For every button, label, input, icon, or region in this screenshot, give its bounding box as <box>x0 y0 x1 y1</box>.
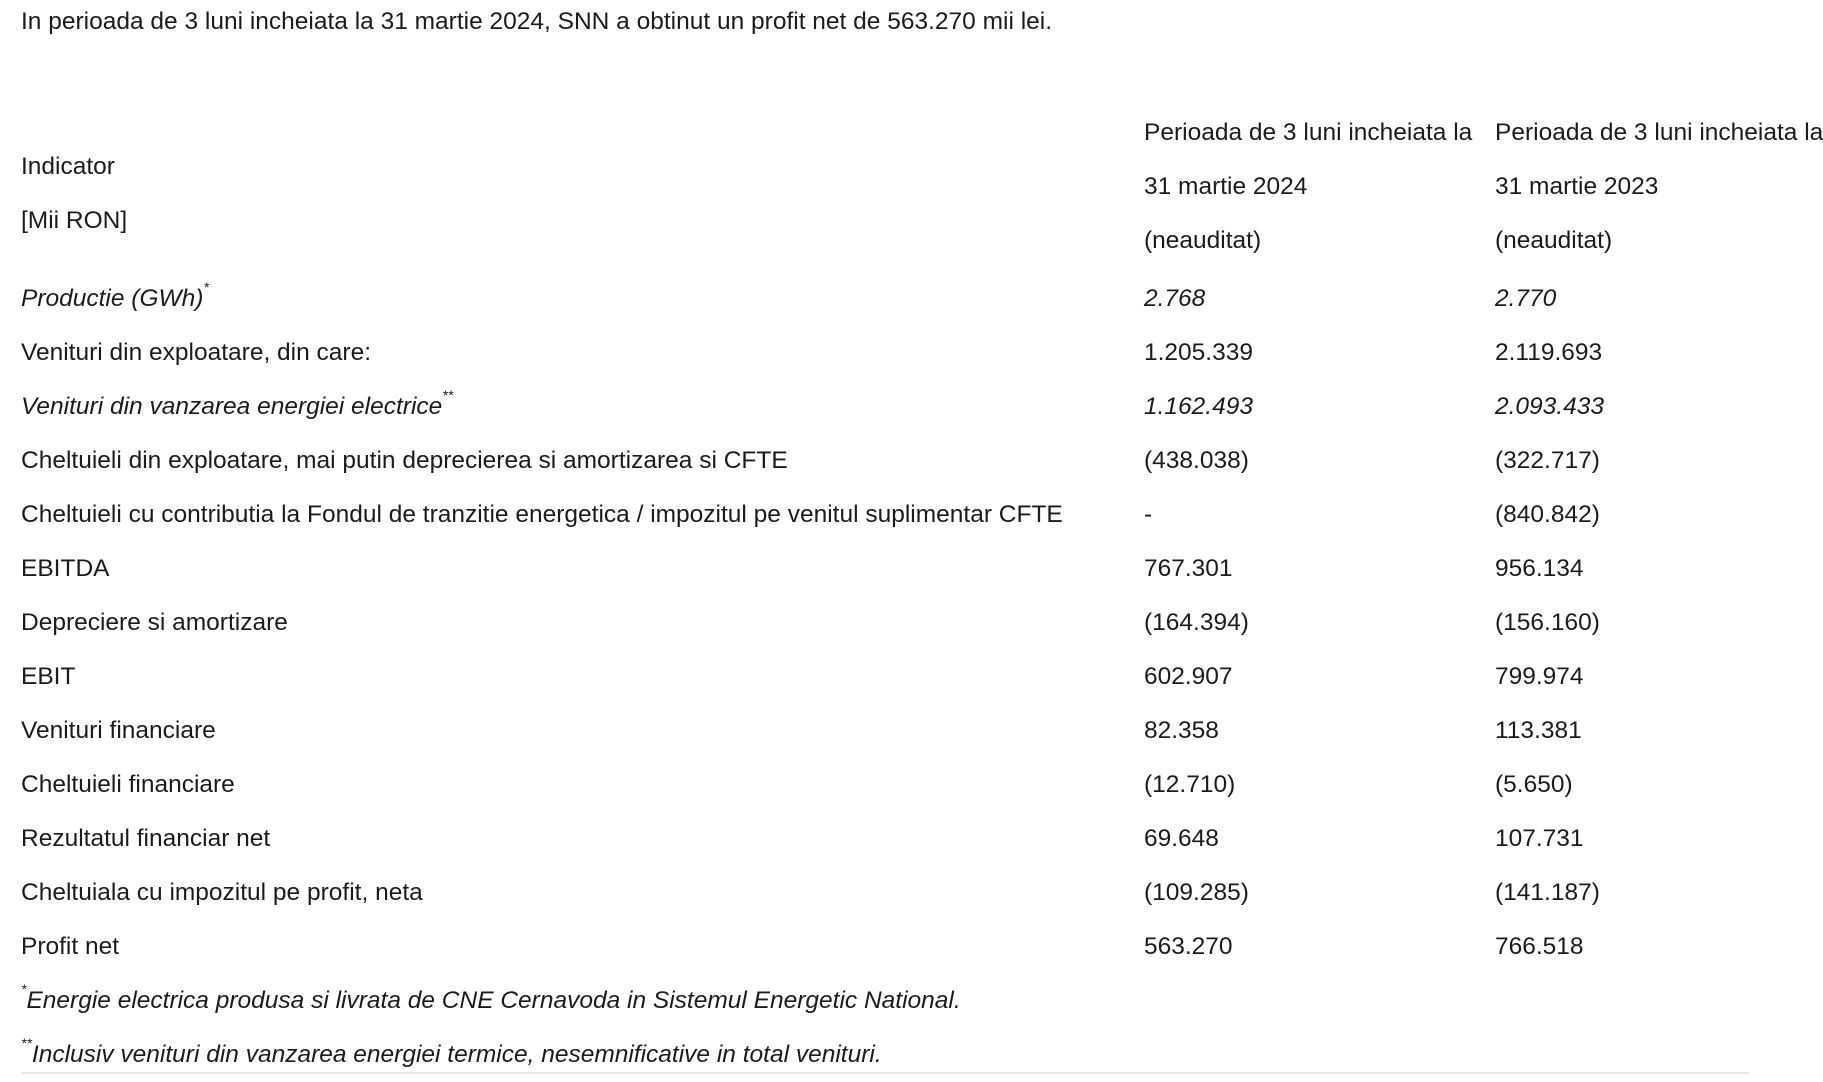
column-2023-date: 31 martie 2023 <box>1495 173 1659 200</box>
table-row-ebitda <box>21 542 1749 596</box>
value-2024: 563.270 <box>1144 933 1233 960</box>
indicator-header <box>21 140 127 248</box>
row-label: EBIT <box>21 663 76 690</box>
footnote-mark: ** <box>442 387 454 403</box>
value-2024: 82.358 <box>1144 717 1219 744</box>
table-row-venituri-energie <box>21 380 1749 434</box>
table-row-productie <box>21 272 1749 326</box>
value-2023: (141.187) <box>1495 879 1600 906</box>
column-2024-audit: (neauditat) <box>1144 227 1262 254</box>
row-label: Venituri financiare <box>21 717 216 744</box>
table-row-profit-net <box>21 920 1749 974</box>
value-2023: (322.717) <box>1495 447 1600 474</box>
row-label: Rezultatul financiar net <box>21 825 271 852</box>
value-2024: 602.907 <box>1144 663 1233 690</box>
row-label: Cheltuiala cu impozitul pe profit, neta <box>21 879 423 906</box>
column-2023-period: Perioada de 3 luni incheiata la <box>1495 119 1823 146</box>
row-label: Cheltuieli cu contributia la Fondul de tranzitie energetica / impozitul pe venitul suplimentar CFTE <box>21 501 1063 528</box>
footnote-text: Inclusiv venituri din vanzarea energiei termice, nesemnificative in total venituri. <box>31 1041 882 1068</box>
table-row-venituri-financiare <box>21 704 1749 758</box>
table-row-cheltuieli-cfte <box>21 488 1749 542</box>
footnote-text: Energie electrica produsa si livrata de CNE Cernavoda in Sistemul Energetic National. <box>26 987 961 1014</box>
intro-paragraph: In perioada de 3 luni incheiata la 31 martie 2024, SNN a obtinut un profit net de 563.270 mii lei. <box>21 8 1053 35</box>
value-2023: (156.160) <box>1495 609 1600 636</box>
table-row-ebit <box>21 650 1749 704</box>
value-2024: - <box>1144 501 1153 528</box>
row-label: Venituri din vanzarea energiei electrice** <box>21 387 454 420</box>
value-2023: 107.731 <box>1495 825 1584 852</box>
table-row-cheltuieli-financiare <box>21 758 1749 812</box>
row-label: Productie (GWh)* <box>21 279 209 312</box>
value-2024: (438.038) <box>1144 447 1249 474</box>
value-2023: 766.518 <box>1495 933 1584 960</box>
value-2024: 69.648 <box>1144 825 1219 852</box>
table-row-rezultat-financiar <box>21 812 1749 866</box>
footnote-mark: * <box>21 981 27 997</box>
value-2024: 1.205.339 <box>1144 339 1253 366</box>
value-2024: (109.285) <box>1144 879 1249 906</box>
bottom-divider <box>21 1072 1749 1074</box>
value-2024: 767.301 <box>1144 555 1233 582</box>
value-2024: 1.162.493 <box>1144 393 1253 420</box>
value-2023: 113.381 <box>1495 717 1582 744</box>
value-2023: 956.134 <box>1495 555 1584 582</box>
row-label: EBITDA <box>21 555 110 582</box>
column-header-2023 <box>1495 106 1823 268</box>
value-2023: 2.119.693 <box>1495 339 1603 366</box>
row-label: Depreciere si amortizare <box>21 609 288 636</box>
indicator-label: Indicator <box>21 153 115 180</box>
row-label: Cheltuieli financiare <box>21 771 235 798</box>
footnote-production <box>21 974 1749 1028</box>
value-2023: 2.093.433 <box>1495 393 1604 420</box>
footnote-mark: ** <box>21 1035 32 1051</box>
value-2024: (12.710) <box>1144 771 1236 798</box>
value-2023: 799.974 <box>1495 663 1584 690</box>
unit-label: [Mii RON] <box>21 207 128 234</box>
row-label: Cheltuieli din exploatare, mai putin deprecierea si amortizarea si CFTE <box>21 447 788 474</box>
value-2023: (840.842) <box>1495 501 1600 528</box>
table-row-depreciere <box>21 596 1749 650</box>
financial-table <box>21 106 1823 1082</box>
value-2023: (5.650) <box>1495 771 1573 798</box>
value-2024: (164.394) <box>1144 609 1249 636</box>
row-label: Profit net <box>21 933 120 960</box>
value-2023: 2.770 <box>1495 285 1557 312</box>
table-row-cheltuieli-exploatare <box>21 434 1749 488</box>
table-row-venituri-exploatare <box>21 326 1749 380</box>
table-row-impozit-profit <box>21 866 1749 920</box>
column-2024-date: 31 martie 2024 <box>1144 173 1308 200</box>
column-2023-audit: (neauditat) <box>1495 227 1613 254</box>
footnote-mark: * <box>203 279 209 295</box>
row-label: Venituri din exploatare, din care: <box>21 339 372 366</box>
value-2024: 2.768 <box>1144 285 1206 312</box>
column-header-2024 <box>1144 106 1494 268</box>
column-2024-period: Perioada de 3 luni incheiata la <box>1144 119 1473 146</box>
table-header <box>21 106 1823 272</box>
